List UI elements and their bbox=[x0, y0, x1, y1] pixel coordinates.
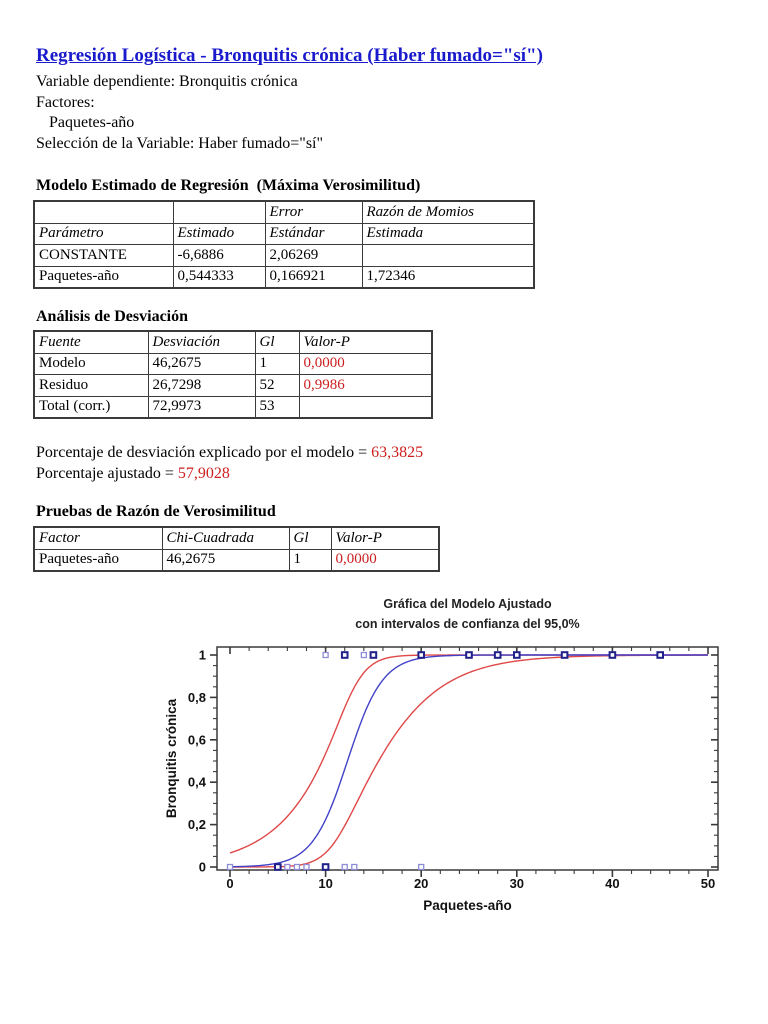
p-value-cell: 0,0000 bbox=[331, 549, 439, 571]
cell: -6,6886 bbox=[173, 245, 265, 267]
x-tick-label: 10 bbox=[318, 876, 333, 891]
chart-title-line1: Gráfica del Modelo Ajustado bbox=[383, 597, 552, 611]
table-header-row bbox=[34, 223, 534, 245]
x-tick-label: 40 bbox=[605, 876, 620, 891]
cell: 46,2675 bbox=[148, 353, 255, 375]
pct-adjusted-value: 57,9028 bbox=[177, 465, 230, 482]
table-row bbox=[34, 245, 534, 267]
ci_upper-curve bbox=[230, 655, 708, 853]
x-tick-label: 30 bbox=[509, 876, 525, 891]
y-tick-label: 0,4 bbox=[187, 774, 206, 790]
data-point bbox=[418, 652, 424, 658]
header-cell bbox=[34, 201, 173, 223]
cell: Paquetes-año bbox=[34, 266, 173, 288]
data-point bbox=[419, 865, 424, 870]
header-cell: Factor bbox=[34, 527, 162, 549]
analysis-info bbox=[36, 72, 323, 154]
table-row bbox=[34, 266, 534, 288]
pct-explained-label: Porcentaje de desviación explicado por el modelo = bbox=[36, 444, 372, 461]
header-cell: Error bbox=[265, 201, 362, 223]
pct-explained-line bbox=[36, 442, 423, 463]
data-point bbox=[342, 865, 347, 870]
table-row bbox=[34, 549, 439, 571]
cell: CONSTANTE bbox=[34, 245, 173, 267]
cell: 0,544333 bbox=[173, 266, 265, 288]
pct-explained-value: 63,3825 bbox=[371, 444, 424, 461]
y-axis-label: Bronquitis crónica bbox=[164, 698, 179, 819]
header-cell: Gl bbox=[255, 331, 299, 353]
data-point bbox=[275, 864, 281, 870]
likelihood-ratio-table bbox=[33, 526, 440, 572]
x-tick-label: 50 bbox=[700, 876, 716, 891]
y-tick-label: 0,2 bbox=[187, 817, 206, 833]
data-point bbox=[361, 653, 366, 658]
data-point bbox=[228, 865, 233, 870]
p-value-cell: 0,0000 bbox=[299, 353, 432, 375]
data-point bbox=[562, 652, 568, 658]
estimated-model-table bbox=[33, 200, 535, 289]
cell: 72,9973 bbox=[148, 396, 255, 418]
fitted-model-chart bbox=[0, 580, 768, 930]
cell: Paquetes-año bbox=[34, 549, 162, 571]
factors-label: Factores: bbox=[36, 93, 95, 111]
data-point bbox=[304, 865, 309, 870]
cell: Residuo bbox=[34, 375, 148, 397]
x-tick-label: 0 bbox=[226, 876, 234, 891]
header-cell bbox=[173, 201, 265, 223]
header-cell: Valor-P bbox=[299, 331, 432, 353]
header-cell: Desviación bbox=[148, 331, 255, 353]
y-tick-label: 0,6 bbox=[187, 732, 206, 748]
cell: 1 bbox=[289, 549, 331, 571]
pct-adjusted-line bbox=[36, 463, 423, 484]
fitted-curve bbox=[230, 655, 708, 867]
ci_lower-curve bbox=[230, 655, 708, 867]
pct-adjusted-label: Porcentaje ajustado = bbox=[36, 465, 178, 482]
cell: 2,06269 bbox=[265, 245, 362, 267]
header-cell: Parámetro bbox=[34, 223, 173, 245]
table-row bbox=[34, 396, 432, 418]
data-point bbox=[371, 652, 377, 658]
table-header-row bbox=[34, 527, 439, 549]
chart-title-line2: con intervalos de confianza del 95,0% bbox=[355, 617, 580, 631]
data-point bbox=[514, 652, 520, 658]
y-tick-label: 0 bbox=[198, 859, 206, 875]
selection-line: Selección de la Variable: Haber fumado="sí" bbox=[36, 134, 324, 152]
data-point bbox=[657, 652, 663, 658]
cell bbox=[362, 245, 534, 267]
cell bbox=[299, 396, 432, 418]
x-axis-label: Paquetes-año bbox=[423, 898, 512, 913]
plot-frame bbox=[217, 647, 718, 870]
data-point bbox=[323, 653, 328, 658]
cell: Modelo bbox=[34, 353, 148, 375]
table-header-row bbox=[34, 331, 432, 353]
lr-section-heading: Pruebas de Razón de Verosimilitud bbox=[36, 503, 276, 520]
data-point bbox=[466, 652, 472, 658]
table-header-row bbox=[34, 201, 534, 223]
header-cell: Fuente bbox=[34, 331, 148, 353]
cell: 52 bbox=[255, 375, 299, 397]
data-point bbox=[352, 865, 357, 870]
header-cell: Razón de Momios bbox=[362, 201, 534, 223]
header-cell: Chi-Cuadrada bbox=[162, 527, 289, 549]
data-point bbox=[342, 652, 348, 658]
header-cell: Gl bbox=[289, 527, 331, 549]
data-point bbox=[285, 865, 290, 870]
p-value-cell: 0,9986 bbox=[299, 375, 432, 397]
header-cell: Estándar bbox=[265, 223, 362, 245]
dependent-variable-line: Variable dependiente: Bronquitis crónica bbox=[36, 73, 298, 90]
table-row bbox=[34, 353, 432, 375]
deviance-table bbox=[33, 330, 433, 419]
header-cell: Estimado bbox=[173, 223, 265, 245]
model-section-heading: Modelo Estimado de Regresión (Máxima Verosimilitud) bbox=[36, 177, 421, 194]
cell: 46,2675 bbox=[162, 549, 289, 571]
data-point bbox=[323, 864, 329, 870]
data-point bbox=[495, 652, 501, 658]
cell: 53 bbox=[255, 396, 299, 418]
deviance-section-heading: Análisis de Desviación bbox=[36, 308, 189, 325]
header-cell: Valor-P bbox=[331, 527, 439, 549]
cell: 1,72346 bbox=[362, 266, 534, 288]
deviance-percentages bbox=[36, 442, 423, 484]
header-cell: Estimada bbox=[362, 223, 534, 245]
page-title: Regresión Logística - Bronquitis crónica (Haber fumado="sí") bbox=[36, 45, 543, 66]
cell: Total (corr.) bbox=[34, 396, 148, 418]
data-point bbox=[294, 865, 299, 870]
factor-name: Paquetes-año bbox=[49, 114, 135, 131]
table-row bbox=[34, 375, 432, 397]
cell: 1 bbox=[255, 353, 299, 375]
data-point bbox=[610, 652, 616, 658]
y-tick-label: 0,8 bbox=[187, 689, 206, 705]
x-tick-label: 20 bbox=[413, 876, 429, 891]
y-tick-label: 1 bbox=[198, 647, 206, 663]
cell: 26,7298 bbox=[148, 375, 255, 397]
cell: 0,166921 bbox=[265, 266, 362, 288]
